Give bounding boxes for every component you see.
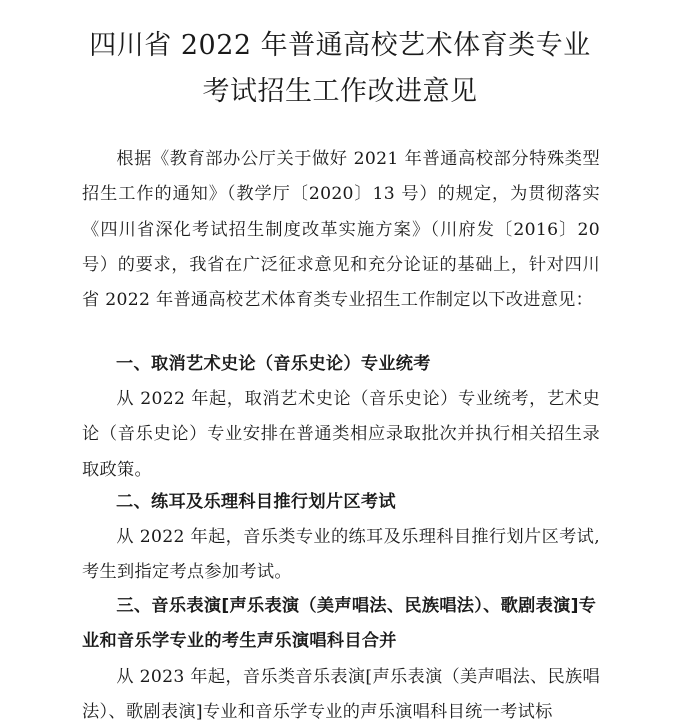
intro-paragraph: 根据《教育部办公厅关于做好 2021 年普通高校部分特殊类型招生工作的通知》（教学厅〔2020〕13 号）的规定，为贯彻落实《四川省深化考试招生制度改革实施方案》（川府发〔2016〕20 号）的要求，我省在广泛征求意见和充分论证的基础上，针对四川省 2022 年普通高校艺术体育类专业招生工作制定以下改进意见：: [82, 149, 600, 311]
section2-heading: 二、练耳及乐理科目推行划片区考试: [116, 492, 396, 512]
document-title-line1: 四川省 2022 年普通高校艺术体育类专业: [89, 30, 591, 61]
section3-heading: 三、音乐表演[声乐表演（美声唱法、民族唱法）、歌剧表演]专业和音乐学专业的考生声乐演唱科目合并: [82, 596, 597, 652]
document-title-line2: 考试招生工作改进意见: [202, 76, 478, 107]
section1-heading: 一、取消艺术史论（音乐史论）专业统考: [116, 354, 431, 374]
section1-body: 从 2022 年起，取消艺术史论（音乐史论）专业统考，艺术史论（音乐史论）专业安排在普通类相应录取批次并执行相关招生录取政策。: [82, 389, 600, 480]
section2-body: 从 2022 年起，音乐类专业的练耳及乐理科目推行划片区考试,考生到指定考点参加考试。: [82, 527, 600, 583]
section3-body: 从 2023 年起，音乐类音乐表演[声乐表演（美声唱法、民族唱法）、歌剧表演]专业和音乐学专业的声乐演唱科目统一考试标: [82, 667, 600, 723]
